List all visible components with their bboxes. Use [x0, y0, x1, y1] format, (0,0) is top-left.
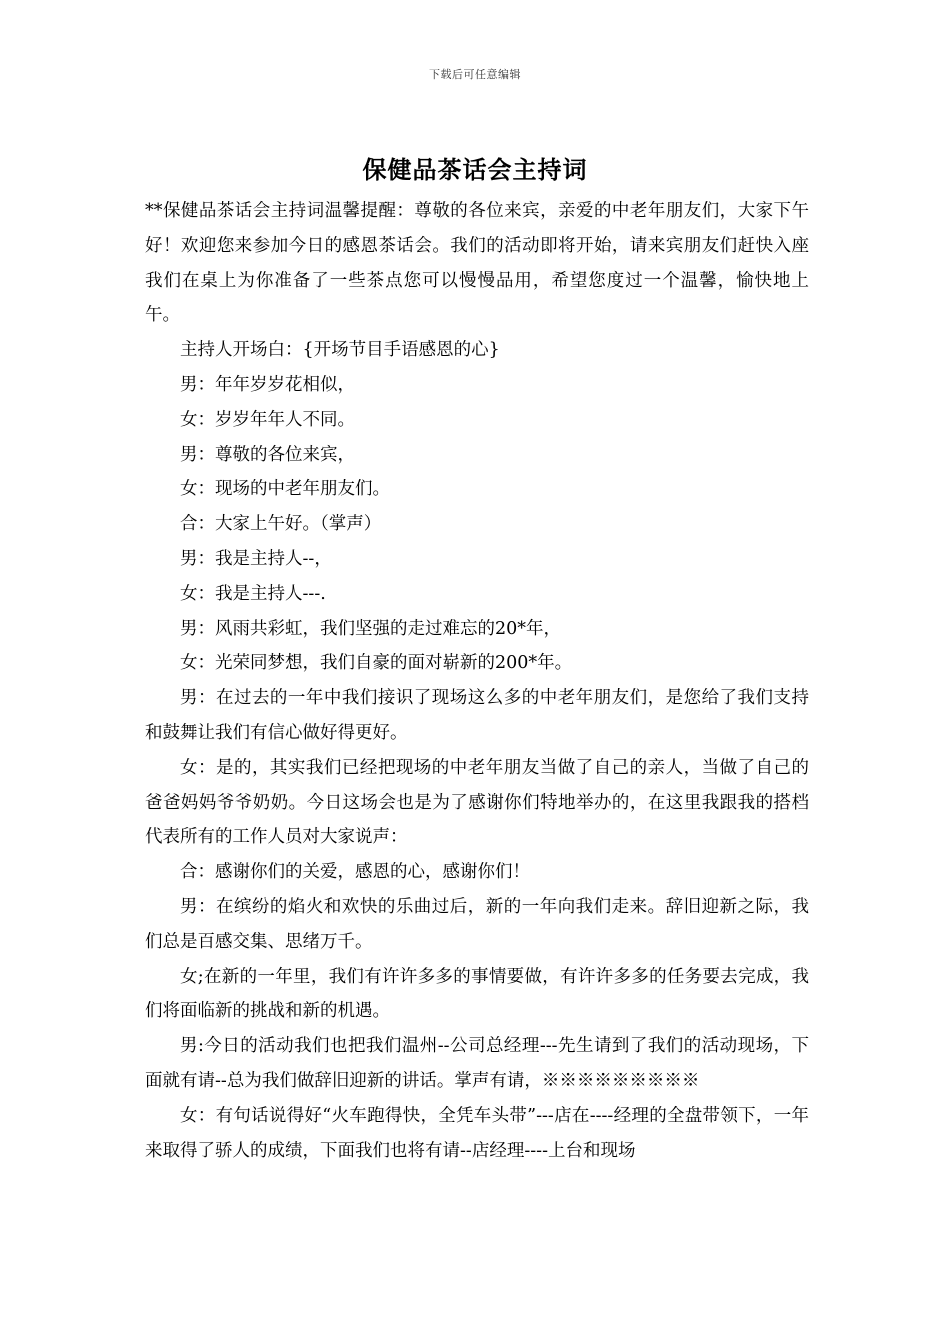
paragraph: **保健品茶话会主持词温馨提醒：尊敬的各位来宾，亲爱的中老年朋友们，大家下午好！欢迎您来参加今日的感恩茶话会。我们的活动即将开始，请来宾朋友们赶快入座我们在桌上为你准备了一些茶点您可以慢慢品用，希望您度过一个温馨，愉快地上午。	[145, 201, 809, 326]
paragraph: 男：尊敬的各位来宾，	[180, 444, 355, 465]
paragraph: 女;在新的一年里，我们有许许多多的事情要做，有许许多多的任务要去完成，我们将面临新的挑战和新的机遇。	[145, 966, 809, 1022]
paragraph: 女：岁岁年年人不同。	[180, 409, 355, 430]
paragraph: 男：年年岁岁花相似，	[180, 374, 355, 395]
document-title: 保健品茶话会主持词	[362, 155, 588, 184]
paragraph: 女：是的，其实我们已经把现场的中老年朋友当做了自己的亲人，当做了自己的爸爸妈妈爷爷奶奶。今日这场会也是为了感谢你们特地举办的，在这里我跟我的搭档代表所有的工作人员对大家说声：	[145, 757, 809, 848]
paragraph: 合：感谢你们的关爱，感恩的心，感谢你们！	[180, 862, 530, 883]
paragraph: 女：现场的中老年朋友们。	[180, 479, 390, 500]
paragraph: 男：风雨共彩虹，我们坚强的走过难忘的20*年，	[180, 618, 562, 639]
paragraph: 女：我是主持人---.	[180, 583, 326, 604]
paragraph: 合：大家上午好。（掌声）	[180, 514, 382, 535]
header-note: 下载后可任意编辑	[429, 68, 521, 81]
document-body	[145, 194, 809, 1168]
paragraph: 男：在缤纷的焰火和欢快的乐曲过后，新的一年向我们走来。辞旧迎新之际，我们总是百感交集、思绪万千。	[145, 896, 809, 952]
paragraph: 男：在过去的一年中我们接识了现场这么多的中老年朋友们，是您给了我们支持和鼓舞让我们有信心做好得更好。	[145, 688, 809, 743]
paragraph: 女：有句话说得好“火车跑得快，全凭车头带”---店在----经理的全盘带领下，一年来取得了骄人的成绩，下面我们也将有请--店经理----上台和现场	[145, 1105, 809, 1161]
paragraph: 男:今日的活动我们也把我们温州--公司总经理---先生请到了我们的活动现场，下面就有请--总为我们做辞旧迎新的讲话。掌声有请，※※※※※※※※※	[145, 1036, 809, 1091]
paragraph: 女：光荣同梦想，我们自豪的面对崭新的200*年。	[180, 653, 573, 674]
paragraph: 主持人开场白：{开场节目手语感恩的心}	[180, 340, 500, 361]
paragraph: 男：我是主持人--，	[180, 548, 332, 569]
